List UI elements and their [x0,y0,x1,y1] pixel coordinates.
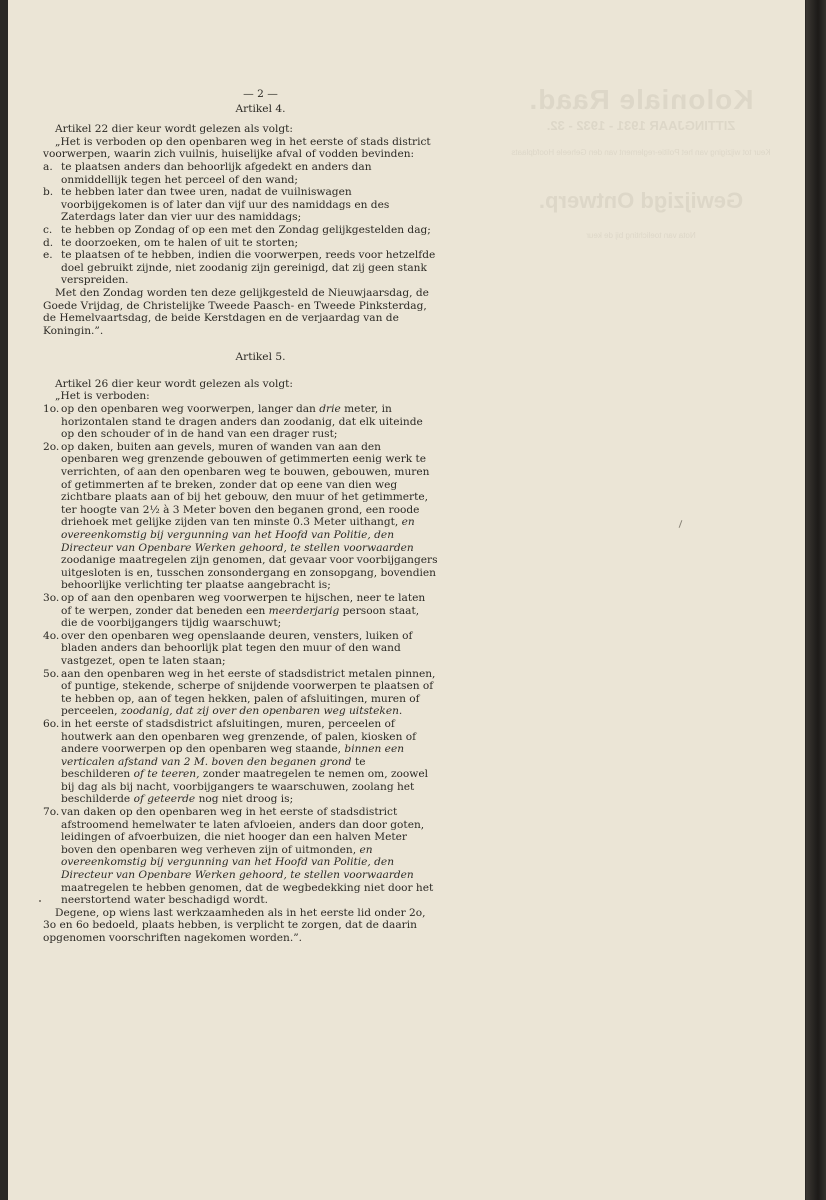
ghost-heading: Gewijzigd Ontwerp. [538,188,744,213]
article-5-heading: Artikel 5. [235,351,286,364]
article-5-rule: „Het is verboden: [55,390,150,403]
list-item: 6o. in het eerste of stadsdistrict afsluitingen, muren, perceelen of houtwerk aan den openbaren weg grenzende, of palen, kiosken of andere voorwerpen op den openbaren weg staande, binnen een verticalen afstand van 2 M. boven den beganen grond te beschilderen of te teeren, zonder maatregelen te nemen om, zoowel bij dag als bij nacht, voorbijgangers te waarschuwen, zoolang het beschilderde of geteerde nog niet droog is; [43,717,429,806]
list-item: 5o. aan den openbaren weg in het eerste of stadsdistrict metalen pinnen, of puntige, stekende, scherpe of snijdende voorwerpen te plaatsen of te hebben op, aan of tegen hekken, palen of afsluitingen, muren of perceelen, zoodanig, dat zij over den openbaren weg uitsteken. [43,667,436,718]
ghost-title: Koloniale Raad. [528,84,754,115]
list-item: e. te plaatsen of te hebben, indien die voorwerpen, reeds voor hetzelfde doel gebruikt zijnde, niet zoodanig zijn gereinigd, dat zij geen stank verspreiden. [43,249,436,287]
article-5-closing: Degene, op wiens last werkzaamheden als in het eerste lid onder 2o, 3o en 6o bedoeld, plaats hebben, is verplicht te zorgen, dat de daarin opgenomen voorschriften nagekomen worden.”. [43,906,426,944]
stray-pen-mark [679,520,683,528]
list-item: 1o. op den openbaren weg voorwerpen, langer dan drie meter, in horizontalen stand te dragen anders dan zoodanig, dat elk uiteinde op den schouder of in de hand van een drager rust; [43,403,423,441]
list-item: 4o. over den openbaren weg openslaande deuren, vensters, luiken of bladen anders dan behoorlijk plat tegen den muur of den wand vastgezet, open te laten staan; [43,629,413,667]
document-page [8,0,805,1200]
list-item: b. te hebben later dan twee uren, nadat de vuilniswagen voorbijgekomen is of later dan vijf uur des namiddags en des Zaterdags later dan vier uur des namiddags; [43,186,390,224]
article-4-heading: Artikel 4. [235,102,286,115]
list-item: 7o. van daken op den openbaren weg in het eerste of stadsdistrict afstroomend hemelwater te laten afvloeien, anders dan door goten, leidingen of afvoerbuizen, die niet hooger dan een halven Meter boven den openbaren weg verheven zijn of uitmonden, en overeenkomstig bij vergunning van het Hoofd van Politie, den Directeur van Openbare Werken gehoord, te stellen voorwaarden maatregelen te hebben genomen, dat de wegbedekking niet door het neerstortend water beschadigd wordt. [43,806,434,907]
document-body [43,88,438,945]
page-number: — 2 — [243,88,278,100]
ghost-note: Nota van toelichting bij de keur [586,231,696,240]
page-edge-shadow [806,0,826,1200]
article-4-closing: Met den Zondag worden ten deze gelijkgesteld de Nieuwjaarsdag, de Goede Vrijdag, de Christelijke Tweede Paasch- en Tweede Pinksterdag, de Hemelvaartsdag, de beide Kerstdagen en de verjaardag van de Koningin.”. [43,286,429,337]
list-item: d. te doorzoeken, om te halen of uit te storten; [43,236,299,249]
ghost-subtitle: ZITTINGJAAR 1931 - 1932 - 32. [546,118,736,133]
article-4-intro: Artikel 22 dier keur wordt gelezen als volgt: [55,123,293,136]
ghost-caption: Keur tot wijziging van het Politie-reglement van den Geheele Hoofdplaats [511,148,771,157]
list-item: 3o. op of aan den openbaren weg voorwerpen te hijschen, neer te laten of te werpen, zonder dat beneden een meerderjarig persoon staat, die de voorbijgangers tijdig waarschuwt; [43,591,426,630]
article-5-intro: Artikel 26 dier keur wordt gelezen als volgt: [55,377,293,390]
list-item: a. te plaatsen anders dan behoorlijk afgedekt en anders dan onmiddellijk tegen het perceel of den wand; [43,160,372,186]
stray-dot [39,900,41,902]
list-item: c. te hebben op Zondag of op een met den Zondag gelijkgestelden dag; [43,223,431,236]
list-item: 2o. op daken, buiten aan gevels, muren of wanden van aan den openbaren weg grenzende gebouwen of getimmerten eenig werk te verrichten, of aan den openbaren weg te bouwen, gebouwen, muren of getimmerten af te breken, zonder dat op eene van dien weg zichtbare plaats aan of bij het gebouw, den muur of het getimmerte, ter hoogte van 2½ à 3 Meter boven den beganen grond, een roode driehoek met gelijke zijden van ten minste 0.3 Meter uithangt, en overeenkomstig bij vergunning van het Hoofd van Politie, den Directeur van Openbare Werken gehoord, te stellen voorwaarden zoodanige maatregelen zijn genomen, dat gevaar voor voorbijgangers uitgesloten is en, tusschen zonsondergang en zonsopgang, bovendien behoorlijke verlichting ter plaatse aangebracht is; [43,440,438,592]
bleed-through-text [491,84,791,241]
article-4-rule: „Het is verboden op den openbaren weg in het eerste of stads district voorwerpen, waarin zich vuilnis, huiselijke afval of vodden bevinden: [43,135,431,161]
